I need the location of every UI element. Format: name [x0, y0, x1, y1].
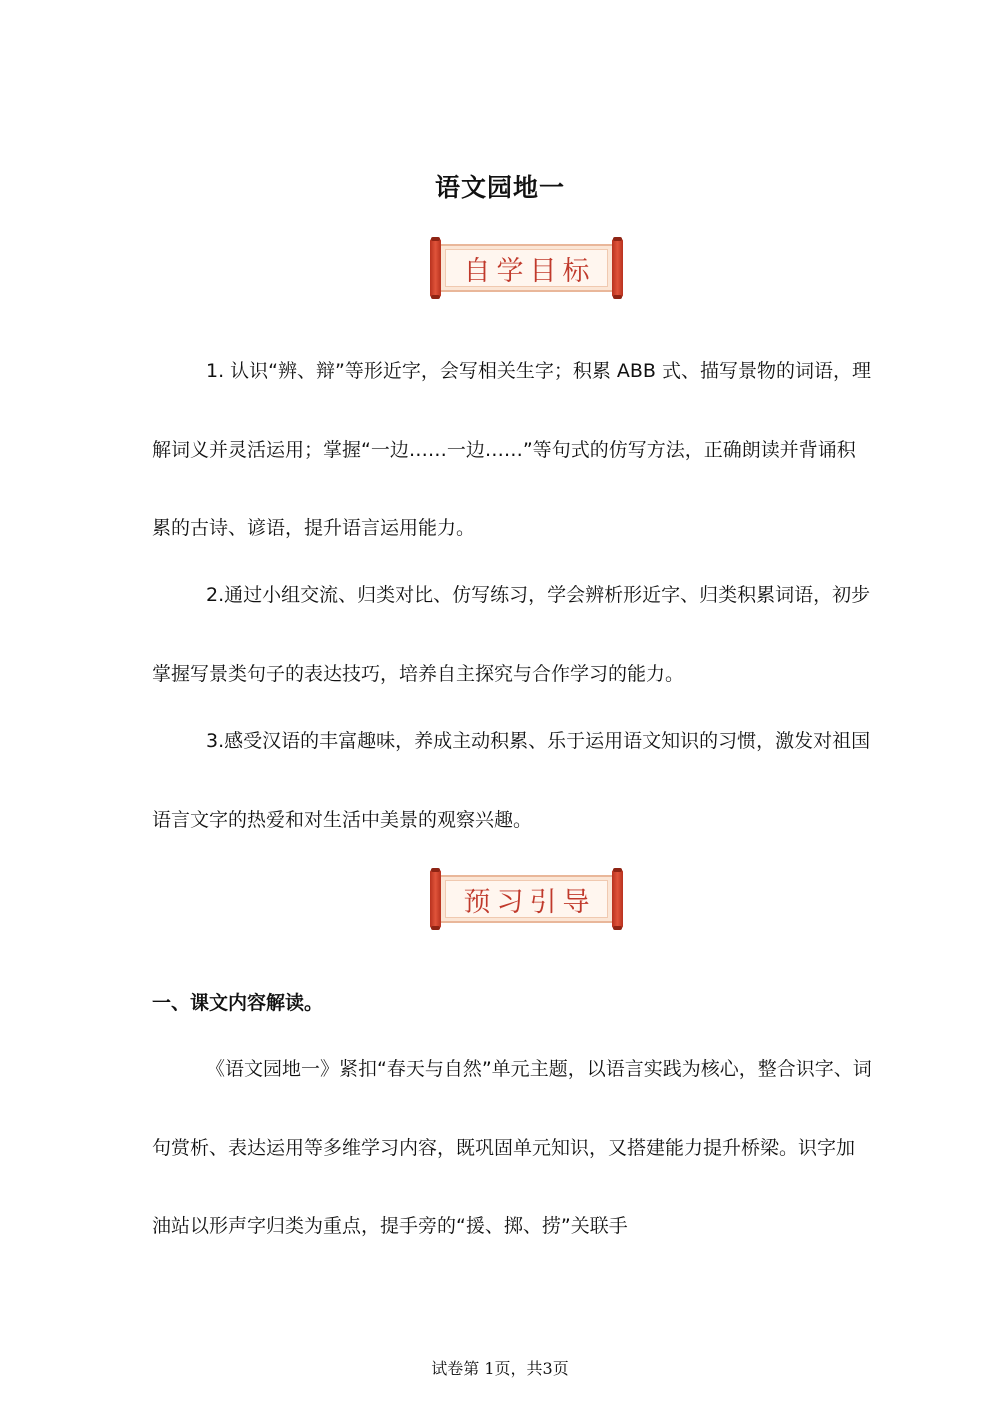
scroll-rod-right	[612, 870, 623, 928]
scroll-paper	[441, 875, 612, 923]
banner-label: 预习引导	[445, 880, 608, 918]
banner-preview-guide	[430, 870, 623, 928]
document-title: 语文园地一	[434, 173, 565, 202]
scroll-rod-right	[612, 239, 623, 297]
scroll-paper	[441, 244, 612, 292]
section-paragraph: 《语文园地一》紧扣“春天与自然”单元主题，以语言实践为核心，整合识字、词句赏析、表达运用等多维学习内容，既巩固单元知识，又搭建能力提升桥梁。识字加油站以形声字归类为重点，提手旁的“援、掷、捞”关联手	[152, 1058, 872, 1237]
goal-paragraph-2: 2.通过小组交流、归类对比、仿写练习，学会辨析形近字、归类积累词语，初步掌握写景类句子的表达技巧，培养自主探究与合作学习的能力。	[152, 584, 871, 685]
goal-paragraph-3: 3.感受汉语的丰富趣味，养成主动积累、乐于运用语文知识的习惯，激发对祖国语言文字的热爱和对生活中美景的观察兴趣。	[152, 730, 871, 831]
scroll-rod-left	[430, 239, 441, 297]
scroll-rod-left	[430, 870, 441, 928]
banner-label: 自学目标	[445, 249, 608, 287]
banner-self-study-goals	[430, 239, 623, 297]
goal-paragraph-1: 1. 认识“辨、辩”等形近字，会写相关生字；积累 ABB 式、描写景物的词语，理解词义并灵活运用；掌握“一边……一边……”等句式的仿写方法，正确朗读并背诵积累的古诗、谚语，提升语言运用能力。	[152, 360, 872, 539]
page-footer: 试卷第 1页，共3页	[431, 1359, 569, 1378]
section-heading: 一、课文内容解读。	[152, 992, 324, 1014]
